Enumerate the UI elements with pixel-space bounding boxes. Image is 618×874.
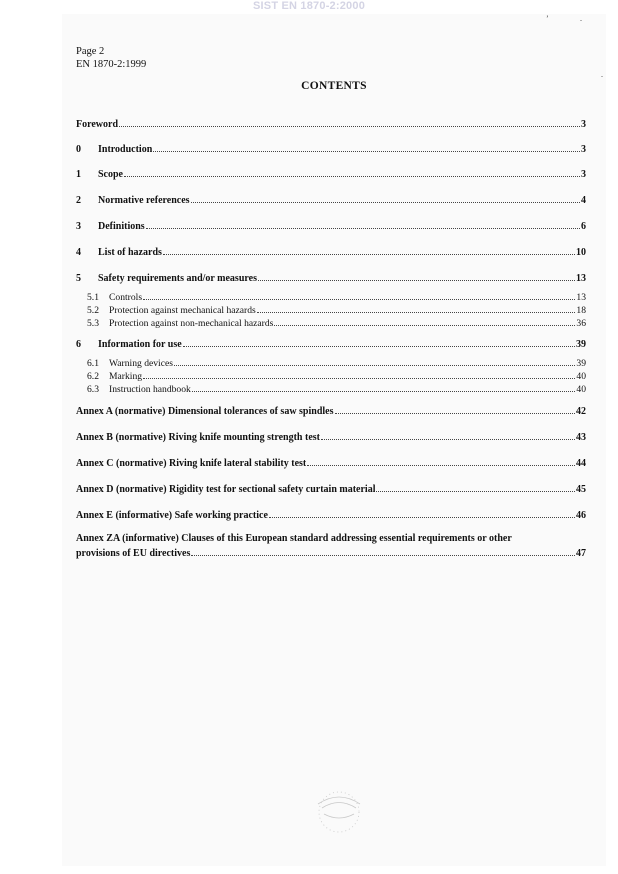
page-header bbox=[76, 45, 146, 71]
toc-page-number: 36 bbox=[576, 318, 586, 329]
toc-entry-number: 6 bbox=[76, 339, 81, 350]
toc-entry-number: 5.1 bbox=[87, 292, 99, 303]
toc-page-number: 3 bbox=[581, 144, 586, 155]
toc-entry-title: Protection against mechanical hazards bbox=[109, 305, 256, 316]
dot-leader bbox=[143, 290, 575, 300]
page-number-label: Page 2 bbox=[76, 46, 105, 57]
toc-page-number: 42 bbox=[576, 406, 586, 417]
toc-page-number: 40 bbox=[576, 371, 586, 382]
dot-leader bbox=[376, 482, 575, 492]
toc-subentry[interactable] bbox=[87, 303, 586, 317]
toc-entry[interactable] bbox=[76, 508, 586, 522]
toc-page-number: 39 bbox=[576, 339, 586, 350]
toc-page-number: 39 bbox=[576, 358, 586, 369]
dot-leader bbox=[274, 316, 575, 326]
dot-leader bbox=[258, 271, 575, 281]
toc-entry-number: 4 bbox=[76, 247, 81, 258]
scan-speck: . bbox=[580, 14, 582, 23]
toc-page-number: 43 bbox=[576, 432, 586, 443]
toc-entry-title: Scope bbox=[98, 169, 123, 180]
dot-leader bbox=[192, 382, 576, 392]
toc-entry-title: Normative references bbox=[98, 195, 190, 206]
standard-number: EN 1870-2:1999 bbox=[76, 59, 147, 70]
toc-entry-title: Protection against non-mechanical hazards bbox=[109, 318, 274, 329]
toc-entry[interactable] bbox=[76, 219, 586, 233]
toc-page-number: 40 bbox=[576, 384, 586, 395]
dot-leader bbox=[269, 508, 575, 518]
toc-page-number: 10 bbox=[576, 247, 586, 258]
toc-entry-title: Definitions bbox=[98, 221, 145, 232]
toc-entry-number: 3 bbox=[76, 221, 81, 232]
toc-subentry[interactable] bbox=[87, 382, 586, 396]
toc-entry-number: 5 bbox=[76, 273, 81, 284]
toc-entry-title-line1: Annex ZA (informative) Clauses of this European standard addressing essential requirements or other bbox=[76, 533, 512, 544]
dot-leader bbox=[153, 142, 580, 152]
toc-entry-number: 2 bbox=[76, 195, 81, 206]
toc-entry[interactable] bbox=[76, 193, 586, 207]
toc-entry-title: Foreword bbox=[76, 119, 119, 130]
toc-entry-title-line2-row bbox=[76, 546, 586, 561]
toc-subentry[interactable] bbox=[87, 369, 586, 383]
toc-subentry[interactable] bbox=[87, 290, 586, 304]
toc-entry[interactable] bbox=[76, 482, 586, 496]
dot-leader bbox=[143, 369, 575, 379]
faded-stamp bbox=[310, 788, 368, 838]
toc-entry-title: Annex C (normative) Riving knife lateral stability test bbox=[76, 458, 307, 469]
dot-leader bbox=[183, 337, 575, 347]
toc-entry-title: Instruction handbook bbox=[109, 384, 191, 395]
toc-entry[interactable] bbox=[76, 142, 586, 156]
toc-page-number: 47 bbox=[576, 547, 586, 559]
toc-entry-number: 5.2 bbox=[87, 305, 99, 316]
toc-entry-title: Safety requirements and/or measures bbox=[98, 273, 257, 284]
dot-leader bbox=[124, 167, 580, 177]
toc-entry-number: 6.3 bbox=[87, 384, 99, 395]
toc-entry[interactable] bbox=[76, 167, 586, 181]
toc-entry-title: List of hazards bbox=[98, 247, 162, 258]
toc-page-number: 3 bbox=[581, 119, 586, 130]
toc-entry[interactable] bbox=[76, 245, 586, 259]
toc-entry-title: Marking bbox=[109, 371, 143, 382]
toc-entry-annex-za[interactable] bbox=[76, 533, 586, 560]
dot-leader bbox=[335, 404, 576, 414]
toc-entry[interactable] bbox=[76, 456, 586, 470]
toc-entry-title: Controls bbox=[109, 292, 143, 303]
toc-entry-number: 1 bbox=[76, 169, 81, 180]
dot-leader bbox=[191, 193, 580, 203]
toc-page-number: 44 bbox=[576, 458, 586, 469]
contents-title: CONTENTS bbox=[301, 80, 367, 92]
toc-entry[interactable] bbox=[76, 430, 586, 444]
scan-speck: . bbox=[601, 70, 603, 79]
dot-leader bbox=[321, 430, 575, 440]
toc-page-number: 13 bbox=[576, 292, 586, 303]
toc-page-number: 3 bbox=[581, 169, 586, 180]
toc-entry[interactable] bbox=[76, 404, 586, 418]
toc-entry-title: Annex A (normative) Dimensional tolerances of saw spindles bbox=[76, 406, 334, 417]
toc-entry-number: 6.2 bbox=[87, 371, 99, 382]
toc-entry[interactable] bbox=[76, 271, 586, 285]
toc-page-number: 45 bbox=[576, 484, 586, 495]
dot-leader bbox=[174, 356, 575, 366]
dot-leader bbox=[163, 245, 575, 255]
dot-leader bbox=[257, 303, 576, 313]
toc-entry-number: 0 bbox=[76, 144, 81, 155]
toc-page-number: 6 bbox=[581, 221, 586, 232]
toc-entry-title: Introduction bbox=[98, 144, 153, 155]
toc-page-number: 18 bbox=[576, 305, 586, 316]
toc-entry-title: Annex D (normative) Rigidity test for sectional safety curtain material bbox=[76, 484, 376, 495]
scan-speck: ’ bbox=[546, 14, 549, 23]
toc-entry-number: 6.1 bbox=[87, 358, 99, 369]
toc-entry-title: Information for use bbox=[98, 339, 182, 350]
dot-leader bbox=[191, 546, 575, 556]
toc-subentry[interactable] bbox=[87, 356, 586, 370]
toc-entry[interactable] bbox=[76, 337, 586, 351]
dot-leader bbox=[146, 219, 580, 229]
toc-page-number: 13 bbox=[576, 273, 586, 284]
toc-page-number: 46 bbox=[576, 510, 586, 521]
dot-leader bbox=[307, 456, 575, 466]
toc-page-number: 4 bbox=[581, 195, 586, 206]
toc-entry-title-line2: provisions of EU directives bbox=[76, 547, 191, 559]
toc-entry-title: Annex E (informative) Safe working practice bbox=[76, 510, 268, 521]
toc-subentry[interactable] bbox=[87, 316, 586, 330]
watermark: SIST EN 1870-2:2000 bbox=[252, 0, 366, 12]
toc-entry-number: 5.3 bbox=[87, 318, 99, 329]
dot-leader bbox=[119, 117, 580, 127]
toc-entry-title: Warning devices bbox=[109, 358, 173, 369]
toc-entry-title: Annex B (normative) Riving knife mounting strength test bbox=[76, 432, 320, 443]
toc-entry[interactable] bbox=[76, 117, 586, 131]
